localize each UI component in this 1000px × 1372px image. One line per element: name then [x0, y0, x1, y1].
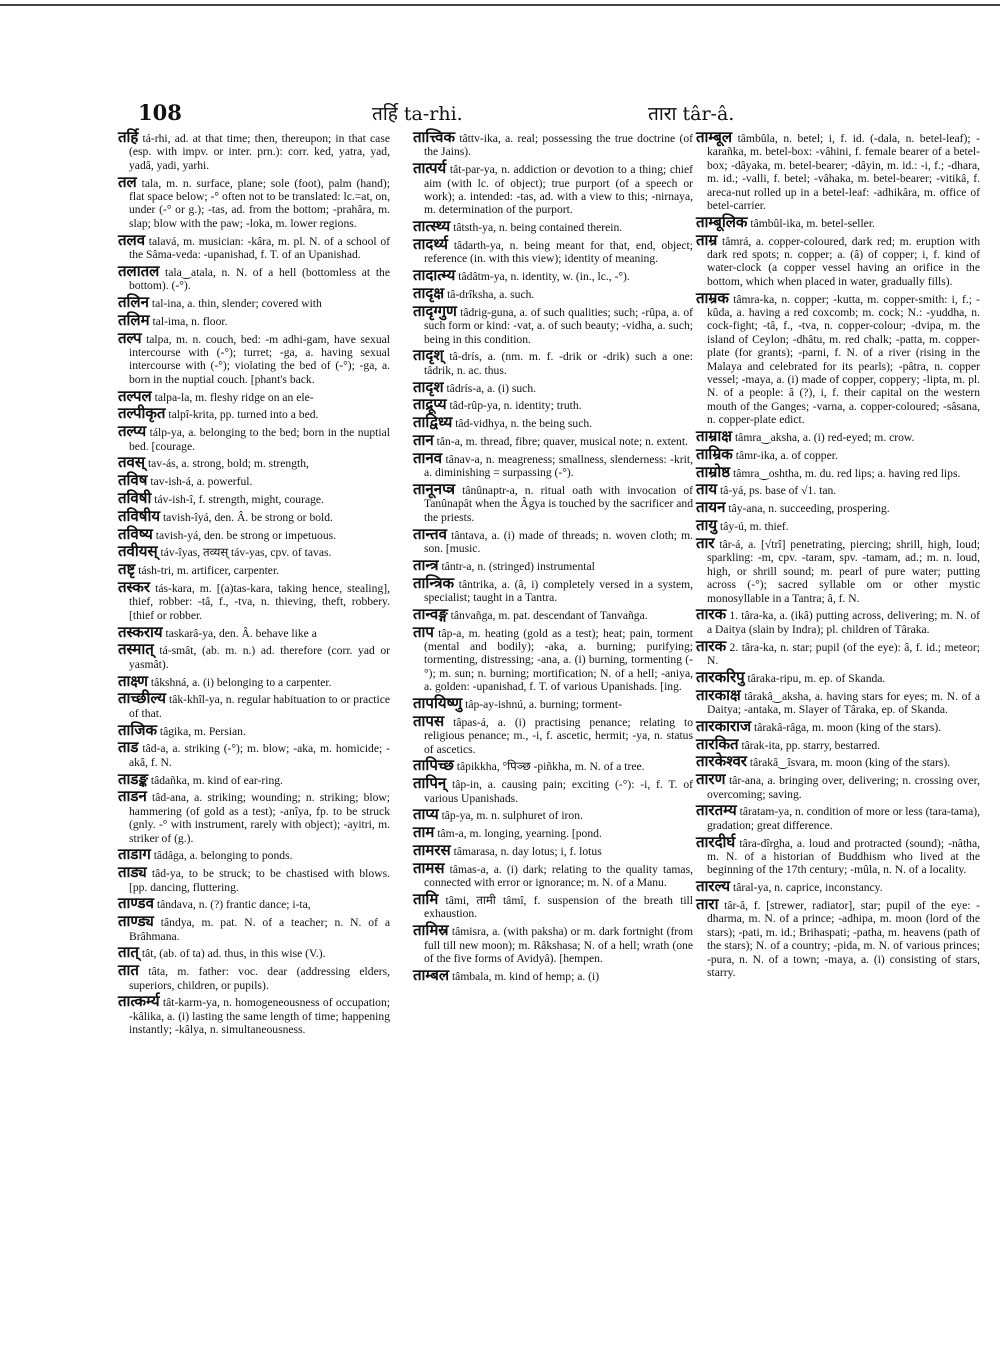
entry-headword: तल्प्य [118, 422, 147, 441]
dictionary-entry [413, 480, 693, 524]
dictionary-entry [118, 689, 390, 720]
running-head-right: तारा târ-â. [648, 103, 735, 125]
entry-headword: तान्त्रिक [413, 573, 454, 592]
entry-text: târak-ita, pp. starry, bestarred. [741, 738, 881, 752]
entry-text: tâgika, m. Persian. [159, 724, 246, 738]
dictionary-entry [118, 863, 390, 894]
entry-text: tâp-ya, m. n. sulphuret of iron. [441, 809, 583, 823]
entry-text: tâmra-ka, n. copper; -kutta, m. copper-smith: i, f.; -kûda, a. having a red coxcomb; m. cock; N.: -yuddha, n. cock-fight; -tâ, f., -tva, n. copper-colour; -dvipa, m. the island of Ceylon; -dhâtu, m. red chalk; -patta, m. copper-plate (for grants); -parni, f. N. of a river (rising in the Malaya and celebrated for its pearls); -pâtra, n. copper vessel; -maya, a. (i) made of copper, coppery; -lipta, m. pl. N. of a people: â (?), i, f. their capital on the western mouth of the Ganges; -varna, a. copper-coloured; -sâsana, n. copper-plate edict. [707, 292, 980, 427]
entry-headword: तष्टृ [118, 560, 136, 579]
entry-headword: ताम्बूलिक [696, 212, 748, 231]
entry-headword: तापस [413, 711, 445, 730]
dictionary-entry [413, 346, 694, 377]
dictionary-entry [696, 128, 980, 213]
entry-text: tâ-drîksha, a. such. [447, 288, 535, 302]
entry-text: tâmbala, m. kind of hemp; a. (i) [451, 969, 600, 983]
entry-text: tâmas-a, a. (i) dark; relating to the quality tamas, connected with error or ignorance; m. N. of a Manu. [424, 862, 693, 890]
entry-headword: तारा [696, 894, 719, 913]
entry-text: táv-îyas, तव्यस् táv-yas, cpv. of tavas. [160, 546, 332, 560]
entry-text: talpî-krita, pp. turned into a bed. [168, 408, 319, 422]
dictionary-entry [413, 858, 693, 890]
entry-headword: तलिम [118, 310, 150, 329]
entry-headword: तापिच्छ [413, 756, 454, 775]
entry-text: tá-smât, (ab. m. n.) ad. therefore (corr. yad or yasmât). [129, 644, 390, 671]
entry-headword: तविषीय [118, 506, 161, 525]
dictionary-entry [696, 498, 980, 517]
entry-headword: तलव [118, 230, 146, 249]
dictionary-entry [413, 805, 693, 824]
dictionary-entry [118, 787, 390, 845]
dictionary-entry [696, 716, 980, 735]
dictionary-entry [696, 462, 980, 481]
entry-text: târa-dîrgha, a. loud and protracted (sound); -nâtha, m. N. of a historian of Buddhism who lived at the beginning of the 17th century; -mûla, n. N. of a locality. [707, 836, 981, 877]
dictionary-entry [118, 422, 390, 453]
entry-text: tal-ima, n. floor. [152, 314, 228, 328]
dictionary-entry [696, 685, 980, 717]
dictionary-entry [696, 427, 980, 446]
entry-text: tâd-rûp-ya, n. identity; truth. [449, 399, 582, 413]
entry-headword: ताम्रोष्ठ [696, 462, 731, 481]
entry-text: tâ-yá, ps. base of √1. tan. [720, 484, 837, 498]
entry-text: tâdañka, m. kind of ear-ring. [150, 773, 283, 787]
entry-headword: तामिस्र [413, 921, 449, 940]
entry-text: tânvañga, m. pat. descendant of Tanvañga. [450, 608, 648, 622]
dictionary-entry [118, 560, 390, 579]
entry-text: tât-par-ya, n. addiction or devotion to a thing; chief aim (with lc. of object); true purport (of a speech or work); a. intended: -tas, ad. with a view to this; -nirnaya, m. determination of the purport. [424, 163, 693, 217]
dictionary-entry [413, 301, 693, 346]
dictionary-entry [413, 217, 693, 236]
entry-text: tâd-ana, a. striking; wounding; n. striking; blow; hammering (of gold as a test); -anîya, fp. to be struck (gnly. -° with instrument, rarely with object); -ayitri, m. striker of (g.). [129, 791, 390, 845]
entry-headword: ताम्बूल [696, 128, 733, 146]
entry-headword: ताम्र [696, 230, 718, 249]
entry-headword: तस्कराय [118, 622, 163, 641]
dictionary-entry [413, 377, 693, 396]
entry-headword: तायन [696, 498, 726, 517]
entry-headword: ताडङ्क [118, 769, 148, 788]
entry-headword: तादृग्गुण [413, 301, 457, 320]
dictionary-entry [118, 453, 390, 472]
entry-headword: तामस [413, 858, 445, 877]
entry-text: tâmarasa, n. day lotus; i, f. lotus [453, 845, 602, 859]
entry-headword: ताण्डव [118, 894, 154, 913]
dictionary-entry [118, 769, 390, 788]
dictionary-entry [413, 694, 693, 713]
dictionary-entry [118, 912, 391, 943]
entry-text: tavish-îyá, den. Â. be strong or bold. [162, 510, 333, 524]
dictionary-entry [118, 506, 390, 525]
entry-text: tá-rhi, ad. at that time; then, thereupon; in that case (esp. with impv. or inter. prn.): corr. ked, yatra, yad, yadâ, yadi, yarhi. [129, 132, 390, 172]
entry-text: târakâ‿aksha, a. having stars for eyes; m. N. of a Daitya; -antaka, m. Slayer of Târaka, ep. of Skanda. [707, 689, 980, 716]
entry-text: tâmra‿aksha, a. (i) red-eyed; m. crow. [734, 431, 915, 445]
entry-headword: ताय [696, 480, 718, 499]
entry-headword: तान्त्र [413, 555, 439, 574]
entry-text: 2. târa-ka, n. star; pupil (of the eye): â, f. id.; meteor; N. [707, 640, 980, 667]
dictionary-entry [413, 524, 693, 556]
entry-text: tâta, m. father: voc. dear (addressing elders, superiors, children, or pupils). [129, 965, 390, 992]
dictionary-entry [696, 516, 980, 535]
dictionary-entry [696, 230, 980, 289]
entry-headword: तारकेश्वर [696, 752, 747, 771]
dictionary-entry [696, 770, 980, 801]
dictionary-entry [696, 894, 980, 979]
entry-headword: ताच्छील्य [118, 689, 166, 708]
column-3 [696, 128, 981, 983]
entry-headword: तापिन् [413, 774, 447, 793]
entry-text: tâmra‿oshtha, m. du. red lips; a. having red lips. [733, 466, 961, 480]
entry-headword: तात्त्विक [413, 128, 455, 146]
dictionary-entry [118, 128, 390, 172]
entry-headword: तामरस [413, 841, 451, 860]
entry-text: tâttv-ika, a. real; possessing the true doctrine (of the Jains). [424, 132, 693, 159]
entry-text: tás-kara, m. [(a)tas-kara, taking hence, stealing], thief, robber: -tâ, f., -tva, n. thieving, theft, robbery. [thief or robber. [129, 582, 390, 622]
entry-text: târatam-ya, n. condition of more or less (tara-tama), gradation; great difference. [707, 805, 980, 832]
entry-text: taskarâ-ya, den. Â. behave like a [165, 626, 317, 640]
entry-text: tâdâga, a. belonging to ponds. [153, 849, 293, 863]
entry-headword: तविष्य [118, 524, 153, 543]
entry-headword: तारल्य [696, 877, 731, 896]
entry-headword: तात्कर्म्य [118, 992, 160, 1011]
entry-headword: ताम्रक [696, 288, 729, 307]
entry-headword: तल्पल [118, 386, 152, 405]
entry-text: tâd-ya, to be struck; to be chastised with blows. [pp. dancing, fluttering. [129, 867, 390, 894]
entry-headword: तादात्म्य [413, 266, 456, 285]
dictionary-entry [118, 310, 390, 329]
dictionary-entry [118, 386, 390, 405]
dictionary-entry [118, 961, 390, 992]
dictionary-entry [118, 230, 390, 262]
entry-text: tâdrís-a, a. (i) such. [446, 381, 537, 395]
entry-headword: तात [118, 961, 139, 980]
dictionary-entry [696, 832, 981, 877]
entry-text: tây-ana, n. succeeding, prospering. [728, 502, 890, 516]
dictionary-entry [696, 877, 980, 896]
entry-headword: ताप [413, 622, 434, 641]
entry-headword: तलातल [118, 261, 160, 280]
entry-headword: तवस् [118, 453, 146, 472]
dictionary-entry [118, 471, 390, 490]
entry-text: tâmbûl-ika, m. betel-seller. [750, 216, 875, 230]
dictionary-entry [696, 533, 980, 605]
entry-headword: ताजिक [118, 720, 157, 739]
entry-text: tântava, a. (i) made of threads; n. woven cloth; m. son. [music. [424, 528, 693, 556]
dictionary-entry [413, 573, 694, 605]
entry-text: tâd-vidhya, n. the being such. [455, 417, 593, 431]
dictionary-entry [413, 266, 693, 285]
entry-text: târaka-ripu, m. ep. of Skanda. [747, 671, 886, 685]
dictionary-entry [413, 711, 693, 756]
dictionary-entry [413, 235, 693, 266]
entry-headword: तानूनप्त्र [413, 480, 455, 499]
entry-headword: तारकाराज [696, 716, 752, 735]
entry-headword: तापयिष्णु [413, 694, 463, 713]
dictionary-entry [413, 921, 693, 966]
entry-text: tâpas-á, a. (i) practising penance; relating to religious penance; m., -i, f. ascetic, hermit; -ya, n. status of ascetics. [424, 715, 693, 756]
entry-headword: तारकित [696, 734, 739, 753]
dictionary-entry [413, 159, 693, 217]
entry-headword: ताड [118, 738, 139, 757]
entry-text: tala, m. n. surface, plane; sole (foot), palm (hand); flat space below; -° often not to be translated: lc.=at, on, under (-° or g.); -tas, ad. from the bottom; -prahâra, m. slap; blow with the paw; -loka, m. lower regions. [129, 176, 390, 230]
column-1 [118, 128, 391, 1040]
entry-headword: तविष [118, 471, 148, 490]
entry-text: tâdarth-ya, n. being meant for that, end, object; reference (in. with this view); identity of meaning. [424, 239, 693, 266]
entry-text: tây-ú, m. thief. [720, 520, 789, 534]
entry-text: tâmrá, a. copper-coloured, dark red; m. eruption with dark red spots; n. copper; a. (â) of copper; i, f. kind of water-clock (a copper vessel having an orifice in the bottom, which when placed in water, gradually fills). [707, 234, 980, 288]
entry-text: tânav-a, n. meagreness; smallness, slenderness: -krit, a. diminishing = surpassing (-°). [424, 452, 693, 480]
dictionary-entry [413, 128, 693, 159]
entry-headword: तात् [118, 943, 139, 962]
entry-text: tâmbûla, n. betel; i, f. id. (-dala, n. betel-leaf); -karañka, m. betel-box: -vâhini, f. female bearer of a betel-box; -dâyaka, m. betel-bearer; -dâyin, m. id.: -i, f.; -dhara, m. id.; -valli, f. betel; -vâhaka, m. betel-bearer; -vitikâ, f. areca-nut rolled up in a betel-leaf: -adhikâra, m. office of betel-carrier. [707, 132, 980, 213]
entry-text: tândya, m. pat. N. of a teacher; n. N. of a Brâhmana. [129, 916, 391, 943]
entry-text: târal-ya, n. caprice, inconstancy. [733, 881, 883, 895]
dictionary-entry [413, 555, 693, 574]
dictionary-entry [413, 284, 693, 303]
entry-text: târ-á, a. [√trî] penetrating, piercing; shrill, high, loud; sparkling: -m, cpv. -taram, spv. -tamam, ad.; m. n. loud, high, or shrill sound; m. pearl of pure water; putting across (-°); sacred syllable om or other mystic monosyllable in a Tantra; â, f. N. [707, 537, 980, 605]
entry-text: tâk-khîl-ya, n. regular habituation to or practice of that. [129, 693, 390, 720]
entry-text: tâmr-ika, a. of copper. [735, 448, 838, 462]
entry-headword: ताम्बल [413, 965, 450, 984]
entry-headword: तायु [696, 516, 718, 535]
entry-headword: ताम्रिक [696, 444, 733, 463]
entry-text: târ-ana, a. bringing over, delivering; n. crossing over, overcoming; saving. [707, 774, 980, 801]
dictionary-entry [413, 756, 693, 775]
dictionary-entry [696, 734, 980, 753]
entry-text: tala‿atala, n. N. of a hell (bottomless at the bottom). (-°). [129, 265, 390, 293]
dictionary-entry [118, 738, 390, 769]
entry-text: tâtsth-ya, n. being contained therein. [453, 221, 623, 235]
entry-text: tâp-ay-ishnú, a. burning; torment- [465, 698, 622, 712]
entry-text: tâd-a, a. striking (-°); m. blow; -aka, m. homicide; -akâ, f. N. [129, 742, 390, 769]
dictionary-entry [118, 992, 390, 1037]
entry-text: talavá, m. musician: -kâra, m. pl. N. of a school of the Sâma-veda: -upanishad, f. T. of an Upanishad. [129, 234, 390, 262]
dictionary-entry [413, 841, 693, 860]
entry-text: târakâ-râga, m. moon (king of the stars). [754, 720, 942, 734]
entry-headword: ताम्राक्ष [696, 427, 733, 446]
dictionary-entry [696, 801, 980, 832]
running-head-left: तर्हि ta-rhi. [372, 103, 463, 125]
entry-headword: ताड्य [118, 863, 147, 882]
dictionary-entry [413, 448, 693, 480]
entry-text: tavish-yá, den. be strong or impetuous. [155, 528, 337, 542]
dictionary-entry [118, 404, 390, 423]
entry-headword: ताप्य [413, 805, 439, 824]
dictionary-entry [413, 774, 694, 805]
entry-text: tâ-drís, a. (nm. m. f. -drik or -drik) such a one: tâdrik, n. ac. thus. [424, 350, 694, 377]
entry-text: tav-ish-á, a. powerful. [150, 475, 253, 489]
entry-headword: तान्वङ्ग [413, 604, 448, 623]
entry-headword: तामि [413, 890, 439, 909]
entry-headword: तारकरिपु [696, 667, 745, 686]
entry-text: 1. târa-ka, a. (ikâ) putting across, delivering; m. N. of a Daitya (slain by Indra); pl. children of Târaka. [707, 609, 980, 636]
dictionary-entry [696, 605, 980, 636]
entry-text: talpa-la, m. fleshy ridge on an ele- [154, 390, 314, 404]
dictionary-entry [118, 894, 390, 913]
page-number: 108 [138, 100, 182, 125]
entry-headword: ताम [413, 823, 435, 842]
dictionary-entry [118, 720, 390, 739]
dictionary-entry [118, 328, 390, 387]
dictionary-entry [118, 622, 390, 641]
entry-headword: तादर्थ्य [413, 235, 448, 254]
dictionary-entry [118, 542, 390, 561]
dictionary-entry [413, 431, 693, 450]
dictionary-entry [696, 667, 980, 686]
dictionary-entry [696, 212, 980, 231]
dictionary-entry [413, 965, 693, 984]
entry-headword: तात्पर्य [413, 159, 447, 178]
entry-headword: तारतम्य [696, 801, 737, 820]
dictionary-entry [413, 413, 693, 432]
entry-headword: तात्स्थ्य [413, 217, 451, 236]
entry-text: tâmi, तामी tâmî, f. suspension of the breath till exhaustion. [424, 894, 693, 921]
entry-text: tântr-a, n. (stringed) instrumental [441, 559, 595, 573]
entry-headword: तारदीर्घ [696, 832, 736, 851]
entry-headword: तादृक्ष [413, 284, 445, 303]
entry-headword: तल्पीकृत [118, 404, 166, 423]
entry-text: tândava, n. (?) frantic dance; i-ta, [156, 898, 311, 912]
dictionary-entry [413, 823, 693, 842]
entry-text: tân-a, m. thread, fibre; quaver, musical note; n. extent. [436, 435, 688, 449]
dictionary-entry [696, 636, 980, 668]
entry-headword: तस्कर [118, 578, 151, 597]
dictionary-entry [118, 640, 390, 671]
entry-text: tâp-in, a. causing pain; exciting (-°): -i, f. T. of various Upanishads. [424, 778, 694, 805]
entry-text: tal-ina, a. thin, slender; covered with [151, 297, 322, 311]
entry-text: tâdâtm-ya, n. identity, w. (in., lc., -°). [458, 270, 630, 284]
dictionary-entry [118, 489, 390, 508]
entry-text: tâmisra, a. (with paksha) or m. dark fortnight (from full till new moon); m. Râkshasa; N. of a hell; wrath (one of the five forms of Avidyâ). [hempen. [424, 925, 693, 966]
entry-headword: ताद्विध्य [413, 413, 453, 432]
entry-headword: तर्हि [118, 128, 139, 146]
dictionary-entry [118, 293, 390, 312]
entry-text: tav-ás, a. strong, bold; m. strength, [147, 457, 309, 471]
entry-text: tâdrig-guna, a. of such qualities; such; -rûpa, a. of such form or kind: -vat, a. of such beauty; -vidha, a. such; being in this condition. [424, 305, 693, 346]
entry-text: tâpikkha, °पिञ्छ -piñkha, m. N. of a tree. [456, 760, 645, 774]
column-2 [413, 128, 694, 987]
entry-headword: तानव [413, 448, 443, 467]
dictionary-entry [118, 943, 390, 962]
entry-headword: तल [118, 172, 137, 191]
entry-headword: तारकाक्ष [696, 685, 741, 704]
entry-text: tât, (ab. of ta) ad. thus, in this wise (V.). [141, 947, 326, 961]
entry-headword: तारण [696, 770, 726, 789]
dictionary-entry [118, 261, 390, 293]
entry-headword: ताक्ष्ण [118, 671, 148, 690]
dictionary-entry [413, 622, 693, 694]
entry-text: tásh-tri, m. artificer, carpenter. [138, 564, 280, 578]
entry-headword: तल्प [118, 328, 142, 347]
entry-text: tântrika, a. (â, i) completely versed in a system, specialist; taught in a Tantra. [424, 577, 694, 605]
entry-headword: तान्तव [413, 524, 447, 543]
entry-headword: तादृश [413, 377, 444, 396]
entry-headword: तलिन [118, 293, 149, 312]
entry-headword: ताण्ड्य [118, 912, 154, 931]
dictionary-entry [118, 524, 390, 543]
entry-text: tât-karm-ya, n. homogeneousness of occupation; -kâlika, a. (i) lasting the same length of time; happening instantly; -kâlya, n. simultaneousness. [129, 996, 390, 1037]
entry-headword: तारक [696, 605, 727, 624]
entry-text: tâm-a, m. longing, yearning. [pond. [437, 827, 602, 841]
dictionary-entry [118, 845, 390, 864]
entry-text: tâkshná, a. (i) belonging to a carpenter. [150, 675, 332, 689]
entry-text: târ-â, f. [strewer, radiator], star; pupil of the eye: -dharma, m. N. of a prince; -adhipa, m. moon (lord of the stars); -pati, m. id.; Brihaspati; -patha, m. heavens (path of the stars); N. of a country; -pida, m. N. of various princes; -pura, n. N. of a town; -maya, a. (i) consisting of stars, starry. [707, 898, 980, 979]
entry-headword: तवीयस् [118, 542, 158, 561]
entry-text: táv-ish-î, f. strength, might, courage. [154, 493, 324, 507]
dictionary-entry [413, 604, 693, 623]
entry-headword: तान [413, 431, 434, 450]
dictionary-entry [413, 890, 693, 921]
dictionary-entry [696, 444, 980, 463]
top-rule [0, 4, 1000, 6]
entry-headword: ताडन [118, 787, 147, 806]
dictionary-entry [118, 578, 390, 622]
entry-text: tânûnaptr-a, n. ritual oath with invocation of Tanûnapât when the Âgya is touched by the sacrificer and the priests. [424, 484, 693, 524]
entry-headword: तादृश् [413, 346, 444, 365]
entry-text: talpa, m. n. couch, bed: -m adhi-gam, have sexual intercourse with (-°); turret; -ga, a. having sexual intercourse with (-°); violating the bed of (-°); -ga, a. born in the nuptial couch. [phant's back. [129, 332, 390, 386]
entry-headword: तार [696, 533, 715, 552]
entry-headword: तविषी [118, 489, 152, 508]
dictionary-entry [696, 752, 980, 771]
entry-headword: ताद्रूप्य [413, 395, 447, 414]
entry-text: târakâ‿îsvara, m. moon (king of the stars). [749, 756, 951, 770]
entry-text: tálp-ya, a. belonging to the bed; born in the nuptial bed. [courage. [129, 426, 390, 453]
dictionary-entry [118, 671, 390, 690]
entry-text: tâp-a, m. heating (gold as a test); heat; pain, torment (mental and bodily); -aka, a. burning; purifying; tormenting, distressing; -ana, a. (i) burning, tormenting (-°); m. sun; n. burning; mortification; N. of a hell; -aniya, a. golden: -upanishad, f. T. of various Upanishads. [ing. [424, 626, 693, 694]
entry-headword: ताडाग [118, 845, 151, 864]
dictionary-entry [413, 395, 693, 414]
dictionary-entry [696, 480, 980, 499]
entry-headword: तारक [696, 636, 727, 655]
dictionary-entry [696, 288, 980, 427]
entry-headword: तस्मात् [118, 640, 154, 659]
dictionary-entry [118, 172, 390, 231]
